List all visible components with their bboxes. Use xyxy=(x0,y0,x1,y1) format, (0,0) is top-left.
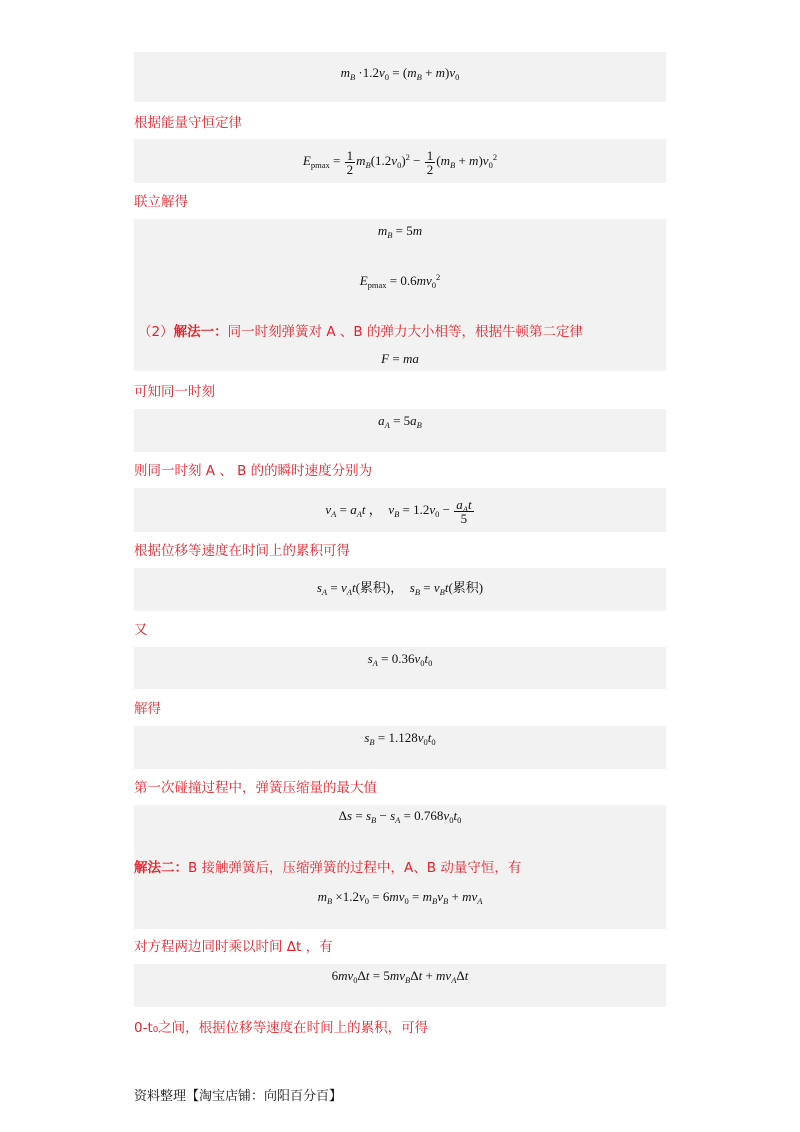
label-again: 又 xyxy=(134,622,148,638)
method1-label: 解法一： xyxy=(173,324,228,340)
formula-box-acceleration xyxy=(134,409,666,452)
equation-acceleration: $a_A = 5a_B$ xyxy=(378,413,422,430)
part2-prefix: （2） xyxy=(138,324,174,340)
formula-box-results xyxy=(134,219,666,371)
part2-header xyxy=(138,323,583,341)
equation-momentum: $m_B \cdot 1.2v_0 = (m_B + m)v_0$ xyxy=(340,65,460,82)
footer-note: 资料整理【淘宝店铺：向阳百分百】 xyxy=(134,1089,343,1104)
equation-sa: $s_A = 0.36v_0t_0$ xyxy=(367,651,433,668)
equation-mb: $m_B = 5m$ xyxy=(377,223,423,240)
label-same-time: 可知同一时刻 xyxy=(134,384,215,400)
equation-epmax: $E_{pmax} = 0.6mv_0^2$ xyxy=(359,272,441,290)
formula-box-displacement xyxy=(134,568,666,611)
method2-label: 解法二： xyxy=(134,860,188,876)
label-energy: 根据能量守恒定律 xyxy=(134,115,242,131)
method2-text: B 接触弹簧后，压缩弹簧的过程中，A、B 动量守恒，有 xyxy=(188,860,522,876)
formula-box-sa xyxy=(134,647,666,689)
label-joint: 联立解得 xyxy=(134,194,188,210)
label-max-compression: 第一次碰撞过程中，弹簧压缩量的最大值 xyxy=(134,780,377,796)
formula-box-method2 xyxy=(134,805,666,929)
label-multiply: 对方程两边同时乘以时间 Δt ，有 xyxy=(134,939,333,955)
equation-sb: $s_B = 1.128v_0t_0$ xyxy=(364,730,436,747)
label-displacement: 根据位移等速度在时间上的累积可得 xyxy=(134,543,350,559)
formula-box-impulse xyxy=(134,964,666,1007)
formula-box-velocity xyxy=(134,488,666,532)
equation-impulse: $6mv_0\Delta t = 5mv_B\Delta t + mv_A\Delta t$ xyxy=(331,968,469,985)
equation-momentum-2: $m_B \times 1.2v_0 = 6mv_0 = m_Bv_B + mv_A$ xyxy=(317,889,483,906)
method2-header xyxy=(134,859,521,877)
label-interval: 0-t₀之间，根据位移等速度在时间上的累积，可得 xyxy=(134,1020,429,1036)
equation-energy: $E_{pmax}$ = $\frac{1}{2}$ $m_B(1.2v_0)^2$ − $\frac{1}{2}$ $(m_B + m)v_0^2$ xyxy=(302,147,498,177)
label-velocity: 则同一时刻 A 、 B 的的瞬时速度分别为 xyxy=(134,463,373,479)
equation-velocity: $v_A = a_At$ ， $v_B = 1.2v_0$ − $\frac{a_At}{5}$ xyxy=(325,496,472,526)
label-solve: 解得 xyxy=(134,701,161,717)
equation-delta-s: $\Delta s = s_B - s_A = 0.768v_0t_0$ xyxy=(338,808,462,825)
formula-box-momentum xyxy=(134,52,666,102)
equation-newton: F = ma xyxy=(381,351,419,366)
equation-displacement: $s_A = v_At$(累积)， $s_B = v_Bt$(累积) xyxy=(316,580,484,597)
part2-text: 同一时刻弹簧对 A 、B 的弹力大小相等，根据牛顿第二定律 xyxy=(227,324,583,340)
formula-box-sb xyxy=(134,726,666,769)
formula-box-energy xyxy=(134,139,666,183)
